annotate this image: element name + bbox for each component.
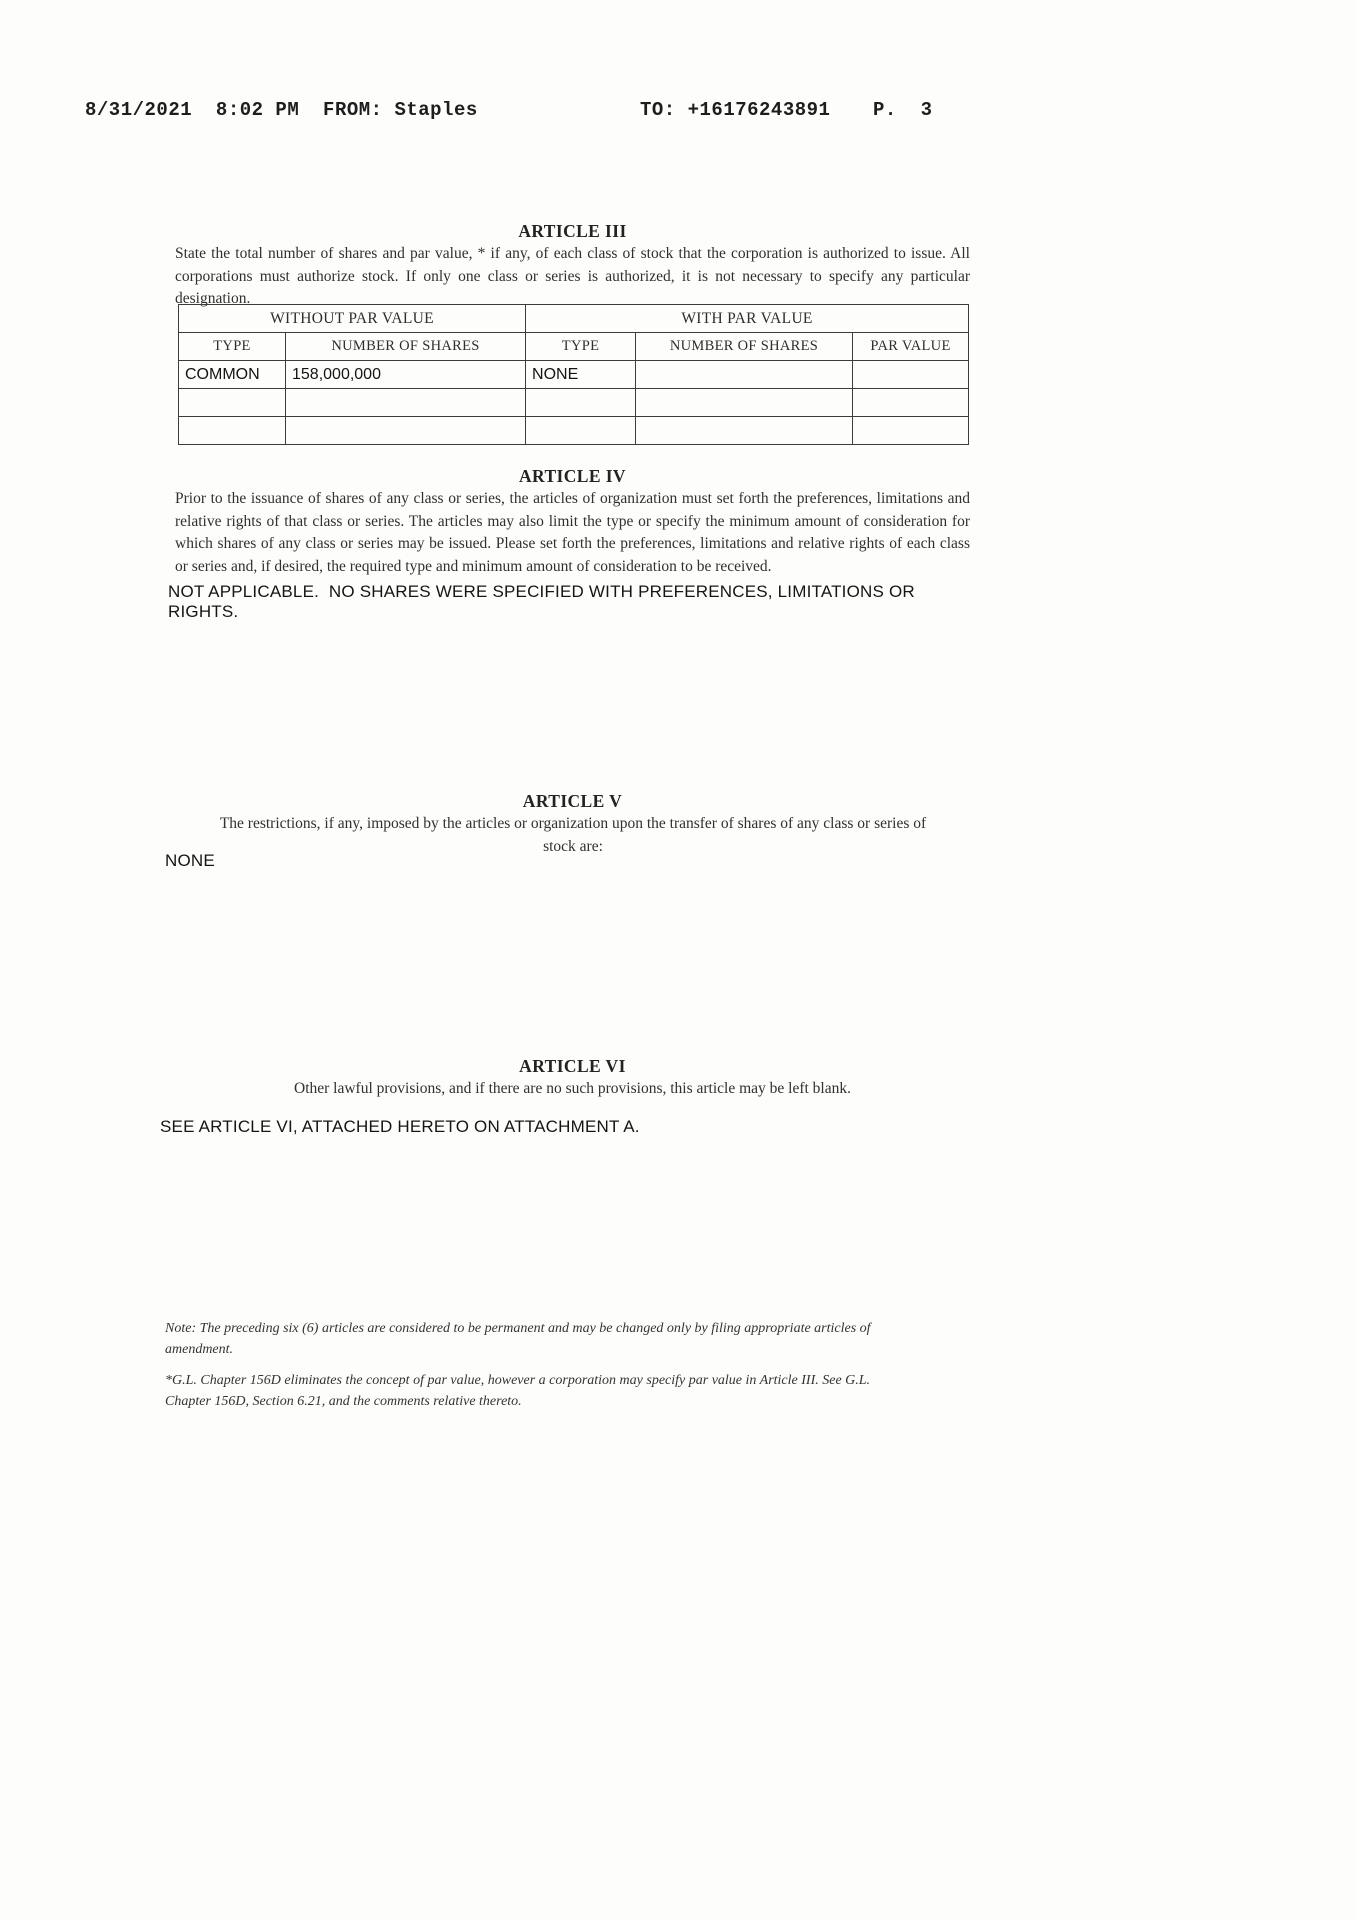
article-4-answer: NOT APPLICABLE. NO SHARES WERE SPECIFIED WITH PREFERENCES, LIMITATIONS OR RIGHTS. — [168, 582, 920, 621]
column-header-par-value: PAR VALUE — [853, 333, 969, 361]
table-row — [179, 361, 969, 389]
table-cell-empty — [636, 389, 853, 417]
article-4-body: Prior to the issuance of shares of any class or series, the articles of organization must set forth the preferences, limitations and relative rights of that class or series. The articles may also limit the type or specify the minimum amount of consideration for which shares of any class or series may be issued. Please set forth the preferences, limitations and relative rights of each class or series and, if desired, the required type and minimum amount of consideration to be received. — [175, 490, 970, 575]
table-row — [179, 417, 969, 445]
table-cell-empty — [636, 361, 853, 389]
permanent-articles-note: Note: The preceding six (6) articles are considered to be permanent and may be changed only by filing appropriate articles of amendment. — [165, 1321, 871, 1357]
group-header-without-par-value: WITHOUT PAR VALUE — [179, 305, 526, 333]
table-group-header-row — [179, 305, 969, 333]
article-6-body: Other lawful provisions, and if there are no such provisions, this article may be left blank. — [294, 1080, 851, 1097]
group-header-with-par-value: WITH PAR VALUE — [526, 305, 969, 333]
table-cell-empty — [526, 417, 636, 445]
article-5-body: The restrictions, if any, imposed by the articles or organization upon the transfer of shares of any class or series of stock are: — [219, 815, 927, 855]
article-6-answer: SEE ARTICLE VI, ATTACHED HERETO ON ATTACHMENT A. — [160, 1117, 640, 1136]
table-cell-empty — [286, 417, 526, 445]
table-cell-shares-count: 158,000,000 — [286, 361, 526, 389]
gl-chapter-footnote: *G.L. Chapter 156D eliminates the concept of par value, however a corporation may specify par value in Article III. See G.L. Chapter 156D, Section 6.21, and the comments relative thereto. — [165, 1373, 871, 1409]
fax-header-datetime: 8/31/2021 8:02 PM FROM: Staples — [85, 99, 478, 121]
shares-table — [178, 304, 969, 445]
table-cell-type-none: NONE — [526, 361, 636, 389]
article-4-title: ARTICLE IV — [519, 466, 626, 486]
column-header-type-1: TYPE — [179, 333, 286, 361]
table-cell-empty — [636, 417, 853, 445]
table-row — [179, 389, 969, 417]
table-cell-empty — [853, 361, 969, 389]
column-header-shares-2: NUMBER OF SHARES — [636, 333, 853, 361]
column-header-shares-1: NUMBER OF SHARES — [286, 333, 526, 361]
article-6-title: ARTICLE VI — [519, 1056, 626, 1076]
table-cell-empty — [179, 417, 286, 445]
article-3-title: ARTICLE III — [518, 221, 627, 241]
table-cell-empty — [286, 389, 526, 417]
column-header-type-2: TYPE — [526, 333, 636, 361]
fax-header-page-number: P. 3 — [873, 99, 933, 121]
article-5-answer: NONE — [165, 851, 215, 870]
table-cell-empty — [526, 389, 636, 417]
article-3-body: State the total number of shares and par value, * if any, of each class of stock that the corporation is authorized to issue. All corporations must authorize stock. If only one class or series is authorized, it is not necessary to specify any particular designation. — [175, 245, 970, 307]
table-column-header-row — [179, 333, 969, 361]
table-cell-empty — [853, 417, 969, 445]
table-cell-type-common: COMMON — [179, 361, 286, 389]
article-5-title: ARTICLE V — [522, 791, 623, 811]
fax-header-recipient: TO: +16176243891 — [640, 99, 831, 121]
table-cell-empty — [853, 389, 969, 417]
table-cell-empty — [179, 389, 286, 417]
